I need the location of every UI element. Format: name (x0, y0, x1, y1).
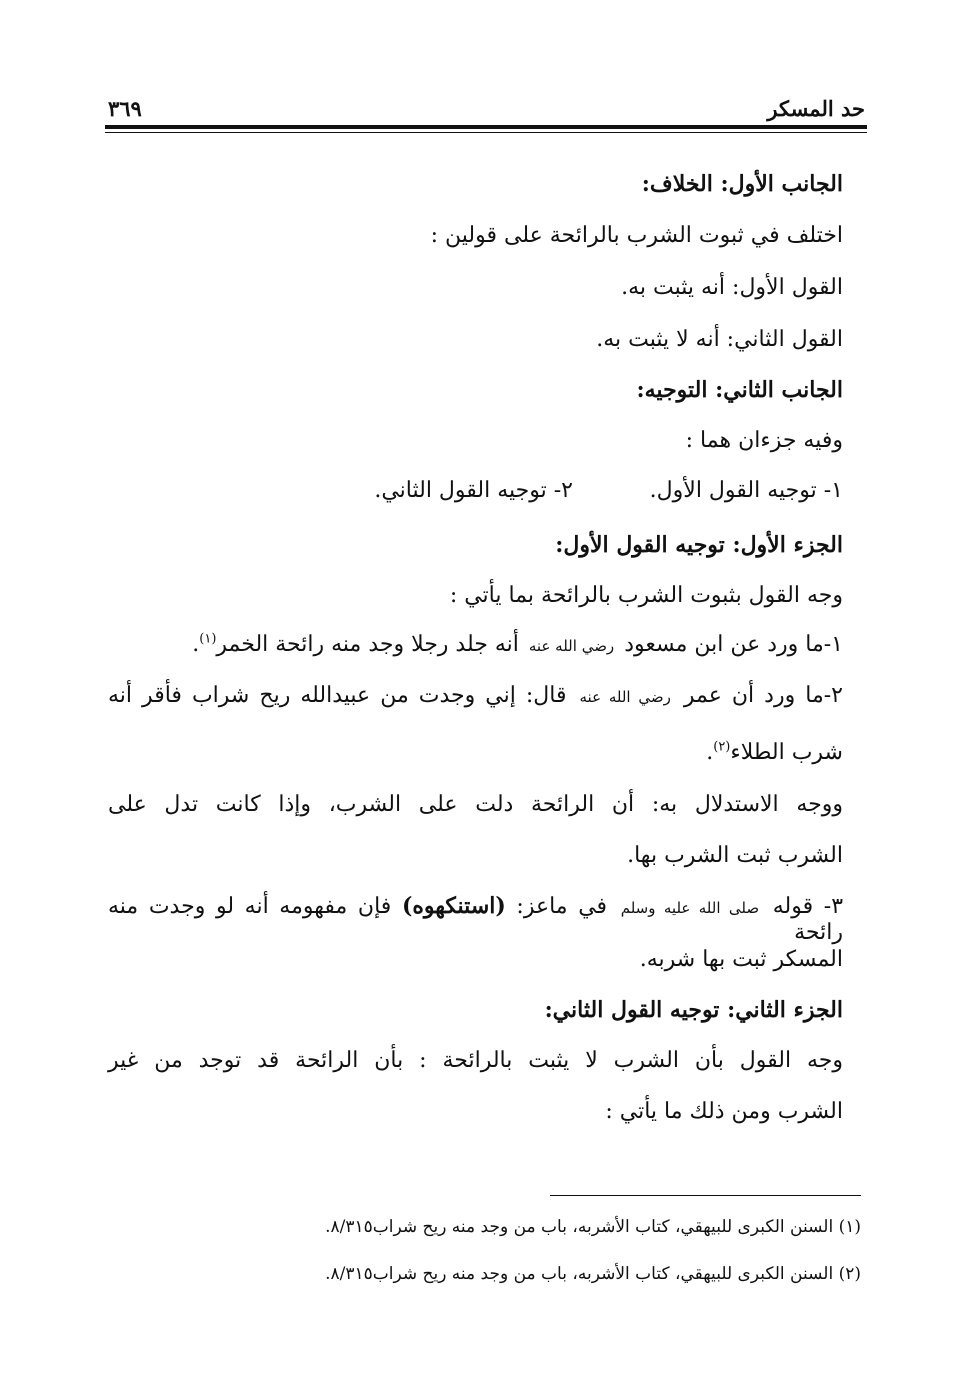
subsection-heading-2: الجزء الثاني: توجيه القول الثاني: (544, 997, 843, 1023)
text-line-6: وفيه جزءان هما : (685, 428, 843, 453)
line-15-part-b: في ماعز: (516, 894, 608, 919)
honorific-radiyallah-2: رضي الله عنه (579, 688, 671, 706)
text-line-13: ووجه الاستدلال به: أن الرائحة دلت على الشرب، وإذا كانت تدل على (108, 792, 843, 817)
footnote-2: (٢) السنن الكبرى للبيهقي، كتاب الأشربه، باب من وجد منه ريح شراب٨/٣١٥. (325, 1264, 861, 1284)
footnote-ref-2: (٢) (713, 739, 731, 755)
footnote-ref-1: (١) (199, 631, 217, 647)
header-rule-thick (105, 125, 867, 129)
text-line-15 (108, 893, 843, 947)
text-line-19: الشرب ومن ذلك ما يأتي : (605, 1099, 843, 1124)
footnote-separator (550, 1195, 861, 1196)
text-line-3: القول الأول: أنه يثبت به. (621, 275, 843, 300)
line-15-part-a: ٣- قوله (772, 894, 844, 919)
text-line-11 (108, 683, 843, 709)
page-number: ٣٦٩ (108, 96, 142, 121)
line-11-part-a: ٢-ما ورد أن عمر (683, 683, 843, 708)
line-10-part-a: ١-ما ورد عن ابن مسعود (624, 632, 843, 657)
list-item-2: ٢- توجيه القول الثاني. (374, 478, 573, 503)
text-line-18: وجه القول بأن الشرب لا يثبت بالرائحة : بأن الرائحة قد توجد من غير (108, 1048, 843, 1073)
text-line-2: اختلف في ثبوت الشرب بالرائحة على قولين : (430, 223, 843, 248)
line-12-text: شرب الطلاء (730, 740, 843, 765)
running-header-title: حد المسكر (767, 96, 865, 121)
honorific-radiyallah-1: رضي الله عنه (528, 637, 615, 655)
text-line-9: وجه القول بثبوت الشرب بالرائحة بما يأتي : (449, 583, 843, 608)
list-item-1: ١- توجيه القول الأول. (649, 478, 843, 503)
text-line-14: الشرب ثبت الشرب بها. (627, 843, 843, 868)
text-line-4: القول الثاني: أنه لا يثبت به. (596, 327, 843, 352)
line-11-part-b: قال: إني وجدت من عبيدالله ريح شراب فأقر أنه (108, 683, 567, 708)
subsection-heading-1: الجزء الأول: توجيه القول الأول: (555, 532, 843, 558)
line-10-part-b: أنه جلد رجلا وجد منه رائحة الخمر (216, 632, 519, 657)
text-line-10: ١-ما ورد عن ابن مسعود رضي الله عنه أنه جلد رجلا وجد منه رائحة الخمر$^{(١)}$. (192, 631, 843, 657)
text-line-12: شرب الطلاء$^{(٢)}$. (706, 739, 843, 765)
footnote-1: (١) السنن الكبرى للبيهقي، كتاب الأشربه، باب من وجد منه ريح شراب٨/٣١٥. (325, 1217, 861, 1237)
section-heading-1: الجانب الأول: الخلاف: (641, 171, 843, 197)
section-heading-2: الجانب الثاني: التوجيه: (636, 377, 843, 403)
text-line-16: المسكر ثبت بها شربه. (639, 947, 843, 972)
line-15-part-c: فإن مفهومه أنه لو وجدت منه رائحة (108, 894, 843, 946)
header-rule-thin (105, 132, 867, 133)
hadith-quote: (استنكهوه) (401, 893, 506, 919)
honorific-salla: صلى الله عليه وسلم (620, 899, 760, 917)
